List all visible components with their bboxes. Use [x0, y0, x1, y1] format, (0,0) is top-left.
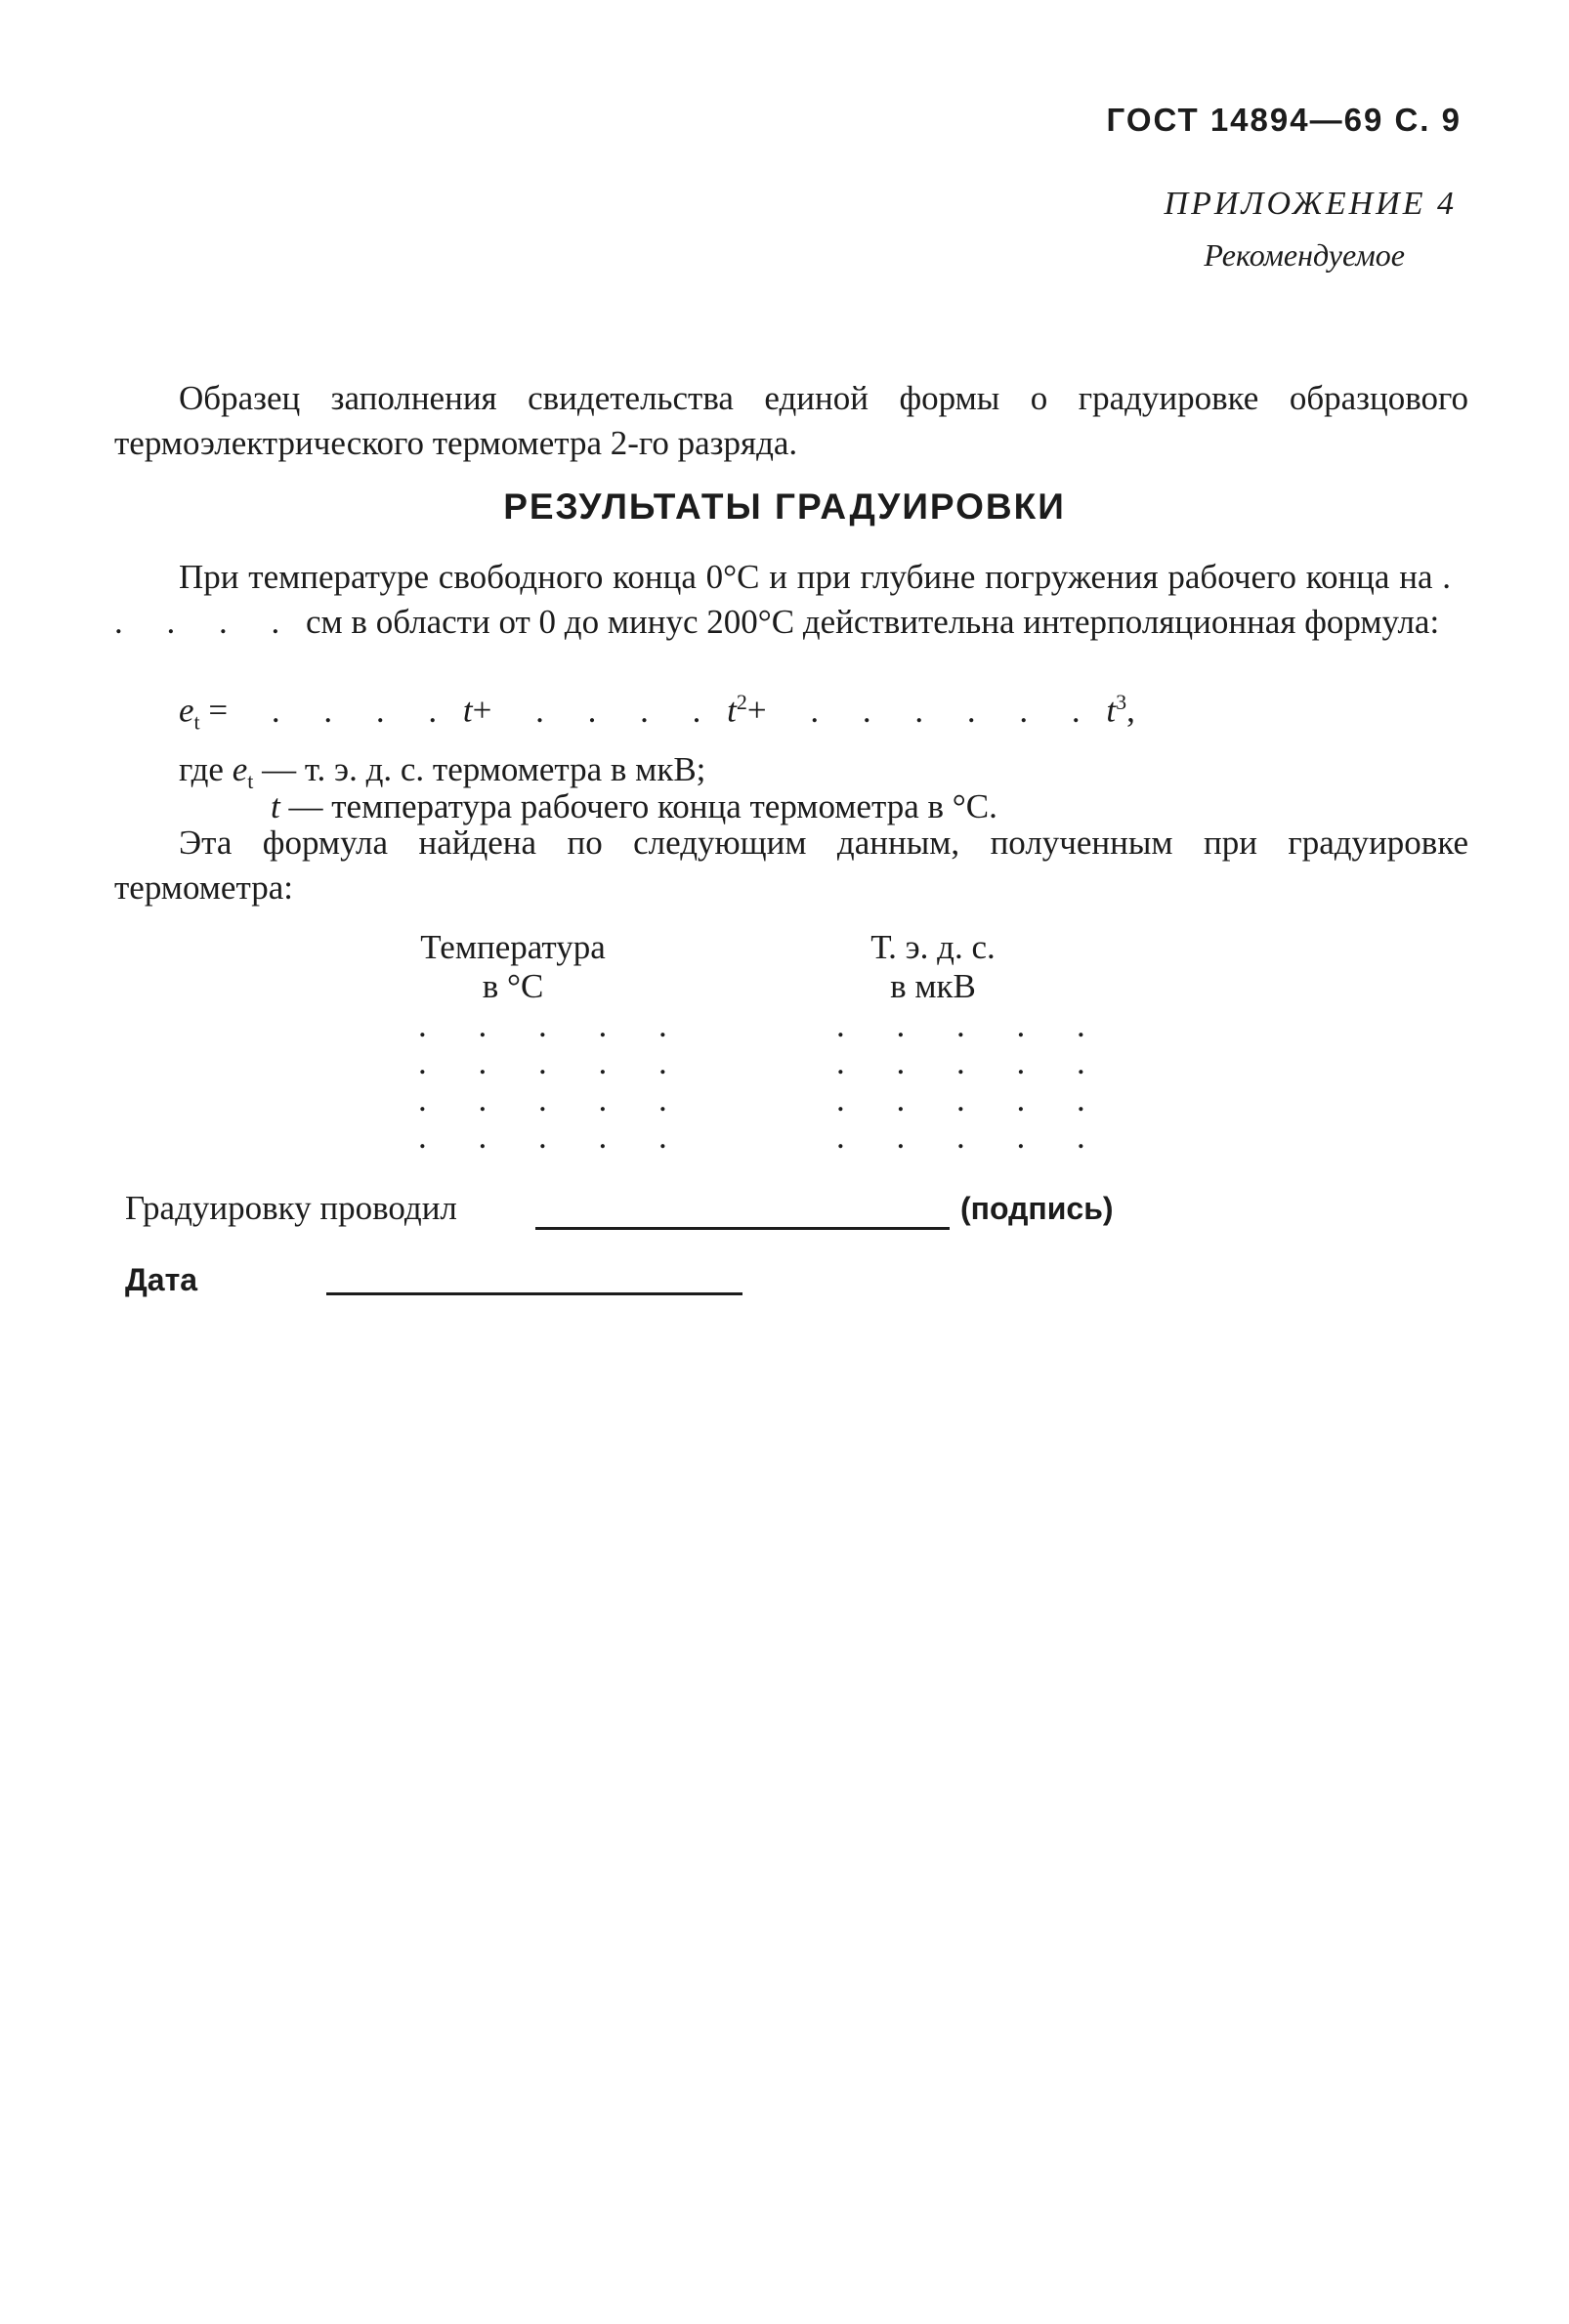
column-header-emf-unit: в мкВ: [890, 967, 976, 1005]
data-paragraph: Эта формула найдена по следующим данным, полученным при градуировке термометра:: [114, 824, 1468, 907]
coef-blank-2: . . . .: [535, 691, 719, 730]
where-symbol-t: t: [271, 787, 280, 825]
appendix-status: Рекомендуемое: [1204, 237, 1405, 273]
emf-blank-row: . . . . .: [836, 1080, 1107, 1119]
formula-plus-2: +: [746, 691, 767, 730]
formula-plus-1: +: [472, 691, 492, 730]
where-symbol-e-sub: t: [247, 769, 254, 793]
column-header-emf: [801, 928, 1065, 1006]
formula-lhs: e: [179, 691, 194, 730]
temperature-blank-row: . . . . .: [418, 1118, 689, 1156]
column-header-temperature-unit: в °С: [482, 967, 544, 1005]
where-text-2: — температура рабочего конца термометра в °С.: [288, 787, 997, 825]
emf-blank-row: . . . . .: [836, 1006, 1107, 1044]
temperature-blank-row: . . . . .: [418, 1080, 689, 1119]
depth-blank: . . . . .: [114, 558, 1468, 641]
column-header-temperature-title: Температура: [420, 928, 606, 966]
signature-hint: (подпись): [960, 1191, 1114, 1226]
section-title: РЕЗУЛЬТАТЫ ГРАДУИРОВКИ: [503, 486, 1066, 527]
formula-t2: t: [727, 691, 737, 730]
conditions-text-2: см в области от 0 до минус 200°С действительна интерполяционная формула:: [306, 603, 1440, 641]
column-header-temperature: [371, 928, 655, 1006]
temperature-blank-row: . . . . .: [418, 1043, 689, 1081]
formula-t1: t: [462, 691, 473, 730]
formula-end: ,: [1126, 691, 1135, 730]
emf-blank-row: . . . . .: [836, 1043, 1107, 1081]
calibrated-by-label: Градуировку проводил: [125, 1189, 457, 1227]
formula-eq: =: [208, 691, 229, 730]
document-code: ГОСТ 14894—69 С. 9: [1106, 102, 1462, 138]
signature-line[interactable]: [535, 1227, 950, 1230]
coef-blank-1: . . . .: [271, 691, 455, 730]
appendix-label: ПРИЛОЖЕНИЕ 4: [1164, 186, 1457, 222]
formula-t3-sup: 3: [1116, 690, 1127, 714]
emf-blank-row: . . . . .: [836, 1118, 1107, 1156]
conditions-paragraph: [114, 555, 1468, 645]
formula-t3: t: [1106, 691, 1117, 730]
where-symbol-e: e: [232, 750, 248, 788]
where-prefix: где: [179, 750, 224, 788]
intro-paragraph: Образец заполнения свидетельства единой формы о градуировке образцового термоэлектрического термометра 2-го разряда.: [114, 379, 1468, 462]
conditions-text-1: При температуре свободного конца 0°С и при глубине погружения рабочего конца на: [179, 558, 1433, 596]
coef-blank-3: . . . . . .: [810, 691, 1098, 730]
interpolation-formula: [179, 690, 1135, 736]
temperature-blank-row: . . . . .: [418, 1006, 689, 1044]
date-line[interactable]: [326, 1292, 742, 1295]
column-header-emf-title: Т. э. д. с.: [870, 928, 996, 966]
formula-lhs-sub: t: [193, 709, 200, 735]
where-text-1: — т. э. д. с. термометра в мкВ;: [262, 750, 706, 788]
date-label: Дата: [125, 1262, 198, 1297]
formula-t2-sup: 2: [736, 690, 747, 714]
